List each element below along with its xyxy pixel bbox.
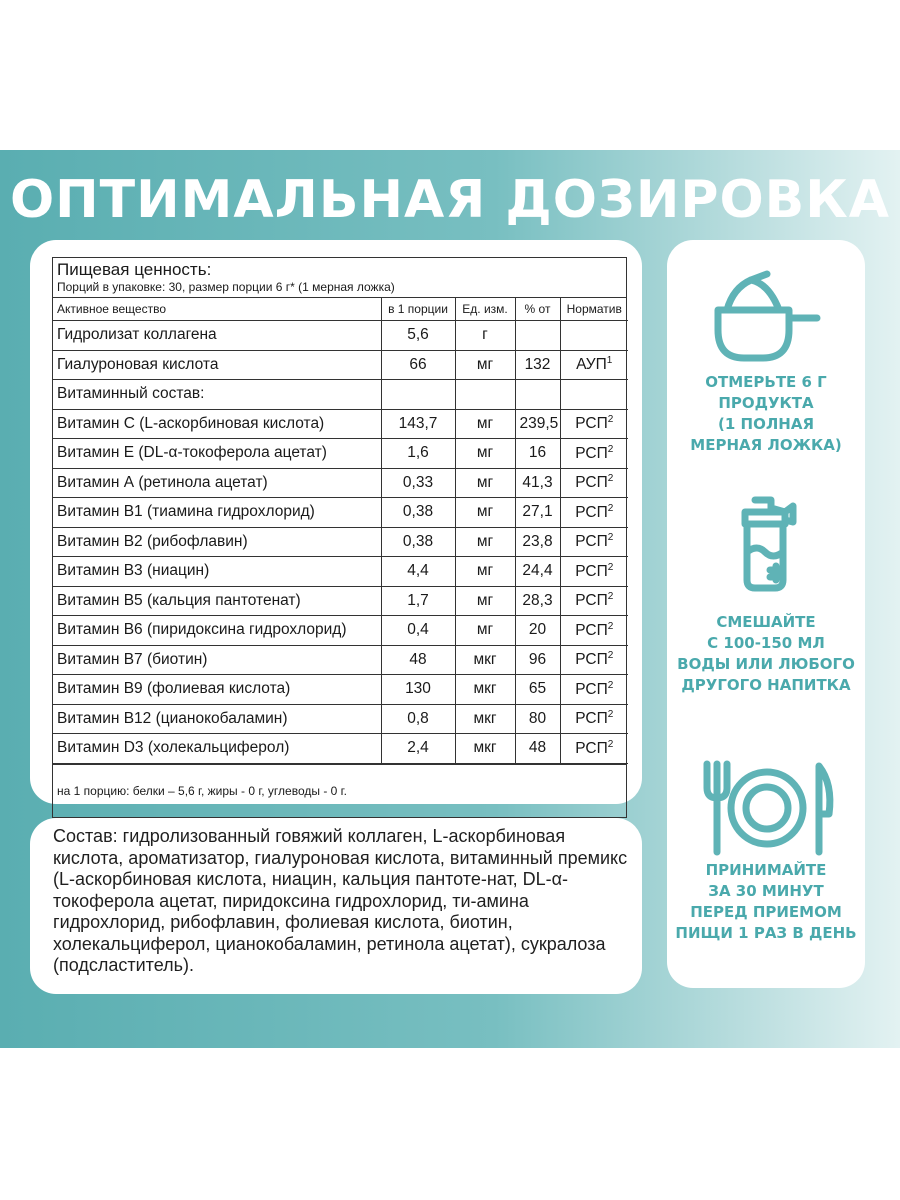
cell-unit-text: мкг bbox=[473, 680, 497, 698]
cell-amount-text: 5,6 bbox=[407, 326, 429, 344]
table-row bbox=[53, 468, 628, 498]
cell-norm bbox=[560, 734, 628, 764]
cell-substance-text: Витамин С (L-аскорбиновая кислота) bbox=[57, 414, 325, 432]
cell-unit-text: мг bbox=[476, 473, 494, 491]
cell-substance bbox=[53, 380, 381, 410]
cell-percent-text: 48 bbox=[528, 739, 547, 757]
cell-unit bbox=[455, 409, 515, 439]
cell-amount-text: 2,4 bbox=[407, 739, 429, 757]
step-line: ПРИНИМАЙТЕ bbox=[705, 861, 827, 879]
cell-amount bbox=[381, 734, 455, 764]
header-norm: Норматив bbox=[560, 298, 628, 321]
cell-substance-text: Витамин А (ретинола ацетат) bbox=[57, 473, 268, 491]
step-line: ПИЩИ 1 РАЗ В ДЕНЬ bbox=[675, 924, 857, 942]
cell-unit-text: мкг bbox=[473, 709, 497, 727]
cell-norm bbox=[560, 439, 628, 469]
cell-percent bbox=[515, 439, 560, 469]
cell-substance bbox=[53, 645, 381, 675]
cell-percent-text: 132 bbox=[524, 355, 551, 373]
cell-norm bbox=[560, 675, 628, 705]
cell-unit bbox=[455, 616, 515, 646]
step-line: (1 ПОЛНАЯ bbox=[718, 415, 814, 433]
cell-percent bbox=[515, 380, 560, 410]
cell-amount bbox=[381, 704, 455, 734]
cell-unit bbox=[455, 527, 515, 557]
cell-substance-text: Витамин В12 (цианокобаламин) bbox=[57, 709, 288, 727]
cell-unit-text: мг bbox=[476, 621, 494, 639]
norm-footnote-mark: 2 bbox=[607, 532, 614, 544]
cell-substance bbox=[53, 557, 381, 587]
shaker-bottle-icon bbox=[667, 494, 865, 594]
step-take-text bbox=[667, 860, 865, 944]
cell-unit bbox=[455, 586, 515, 616]
cell-norm-text: РСП bbox=[575, 474, 608, 492]
cell-norm-text: РСП bbox=[575, 592, 608, 610]
cell-norm-text: АУП bbox=[576, 356, 607, 374]
nutrition-subtitle: Порций в упаковке: 30, размер порции 6 г* (1 мерная ложка) bbox=[53, 280, 626, 298]
nutrition-grid bbox=[53, 298, 628, 764]
cell-unit-text: мкг bbox=[473, 650, 497, 668]
step-mix bbox=[667, 494, 865, 599]
cell-unit bbox=[455, 704, 515, 734]
header-amount: в 1 порции bbox=[381, 298, 455, 321]
norm-footnote-mark: 2 bbox=[607, 561, 614, 573]
cell-unit-text: мг bbox=[476, 503, 494, 521]
cell-amount bbox=[381, 586, 455, 616]
cell-percent-text: 96 bbox=[528, 650, 547, 668]
cell-percent bbox=[515, 557, 560, 587]
cell-amount-text: 0,38 bbox=[402, 532, 434, 550]
cell-substance-text: Гидролизат коллагена bbox=[57, 326, 217, 344]
cell-substance bbox=[53, 586, 381, 616]
cell-norm-text: РСП bbox=[575, 444, 608, 462]
cell-substance-text: Витамин В6 (пиридоксина гидрохлорид) bbox=[57, 621, 347, 639]
measuring-scoop-icon bbox=[667, 268, 865, 368]
cell-amount bbox=[381, 321, 455, 351]
cell-norm bbox=[560, 557, 628, 587]
norm-footnote-mark: 2 bbox=[607, 473, 614, 485]
step-line: МЕРНАЯ ЛОЖКА) bbox=[690, 436, 842, 454]
step-line: ПЕРЕД ПРИЕМОМ bbox=[690, 903, 842, 921]
cell-substance-text: Витаминный состав: bbox=[57, 385, 205, 403]
cell-substance bbox=[53, 321, 381, 351]
cell-unit-text: мг bbox=[476, 355, 494, 373]
norm-footnote-mark: 2 bbox=[607, 620, 614, 632]
step-measure bbox=[667, 268, 865, 373]
step-mix-text bbox=[667, 612, 865, 696]
cell-percent-text: 41,3 bbox=[522, 473, 553, 491]
cell-amount-text: 0,4 bbox=[407, 621, 429, 639]
step-line: ПРОДУКТА bbox=[718, 394, 814, 412]
table-row bbox=[53, 586, 628, 616]
cell-amount-text: 143,7 bbox=[398, 414, 438, 432]
cell-amount bbox=[381, 645, 455, 675]
table-row bbox=[53, 645, 628, 675]
cell-unit bbox=[455, 734, 515, 764]
table-row bbox=[53, 439, 628, 469]
cell-amount-text: 48 bbox=[409, 650, 427, 668]
cell-amount bbox=[381, 439, 455, 469]
table-row bbox=[53, 734, 628, 764]
cell-amount bbox=[381, 675, 455, 705]
cell-norm-text: РСП bbox=[575, 533, 608, 551]
cell-substance bbox=[53, 616, 381, 646]
cell-norm bbox=[560, 704, 628, 734]
cell-norm bbox=[560, 380, 628, 410]
cell-norm bbox=[560, 498, 628, 528]
cell-percent-text: 20 bbox=[528, 621, 547, 639]
nutrition-footer: на 1 порцию: белки – 5,6 г, жиры - 0 г, углеводы - 0 г. bbox=[53, 764, 626, 817]
cell-substance-text: Витамин В5 (кальция пантотенат) bbox=[57, 591, 301, 609]
cell-amount bbox=[381, 616, 455, 646]
cell-percent bbox=[515, 498, 560, 528]
cell-substance-text: Витамин В2 (рибофлавин) bbox=[57, 532, 248, 550]
table-row bbox=[53, 616, 628, 646]
cell-unit bbox=[455, 439, 515, 469]
cell-percent-text: 239,5 bbox=[519, 414, 559, 432]
cell-substance bbox=[53, 734, 381, 764]
table-row bbox=[53, 527, 628, 557]
norm-footnote-mark: 2 bbox=[607, 414, 614, 426]
table-row bbox=[53, 350, 628, 380]
cell-unit bbox=[455, 645, 515, 675]
cell-substance bbox=[53, 675, 381, 705]
step-line: ДРУГОГО НАПИТКА bbox=[681, 676, 851, 694]
cell-unit bbox=[455, 498, 515, 528]
header-unit: Ед. изм. bbox=[455, 298, 515, 321]
step-line: ЗА 30 МИНУТ bbox=[708, 882, 824, 900]
cell-norm bbox=[560, 468, 628, 498]
cell-amount bbox=[381, 557, 455, 587]
cell-substance-text: Витамин В9 (фолиевая кислота) bbox=[57, 680, 291, 698]
cell-unit bbox=[455, 321, 515, 351]
table-row bbox=[53, 321, 628, 351]
norm-footnote-mark: 2 bbox=[607, 650, 614, 662]
table-row bbox=[53, 557, 628, 587]
cell-unit-text: мг bbox=[476, 444, 494, 462]
cell-percent-text: 24,4 bbox=[522, 562, 553, 580]
table-row bbox=[53, 498, 628, 528]
norm-footnote-mark: 2 bbox=[607, 738, 614, 750]
cell-unit-text: г bbox=[482, 326, 488, 344]
nutrition-table bbox=[52, 257, 627, 818]
cell-norm-text: РСП bbox=[575, 415, 608, 433]
cell-amount-text: 130 bbox=[405, 680, 431, 698]
headline: ОПТИМАЛЬНАЯ ДОЗИРОВКА bbox=[9, 170, 891, 230]
cell-percent bbox=[515, 704, 560, 734]
cell-percent bbox=[515, 734, 560, 764]
cell-substance bbox=[53, 527, 381, 557]
cell-substance bbox=[53, 468, 381, 498]
cell-amount bbox=[381, 350, 455, 380]
cell-percent-text: 16 bbox=[528, 444, 547, 462]
norm-footnote-mark: 2 bbox=[607, 502, 614, 514]
step-line: СМЕШАЙТЕ bbox=[716, 613, 816, 631]
cell-amount-text: 4,4 bbox=[407, 562, 429, 580]
cell-amount-text: 66 bbox=[409, 355, 427, 373]
cell-percent-text: 65 bbox=[528, 680, 547, 698]
cell-substance-text: Гиалуроновая кислота bbox=[57, 355, 219, 373]
cell-norm bbox=[560, 409, 628, 439]
cell-norm bbox=[560, 321, 628, 351]
cell-substance-text: Витамин В3 (ниацин) bbox=[57, 562, 210, 580]
cell-amount-text: 0,38 bbox=[402, 503, 434, 521]
step-line: ОТМЕРЬТЕ 6 Г bbox=[705, 373, 827, 391]
cell-norm-text: РСП bbox=[575, 739, 608, 757]
step-measure-text bbox=[667, 372, 865, 456]
cell-substance bbox=[53, 704, 381, 734]
table-row bbox=[53, 704, 628, 734]
cell-unit-text: мкг bbox=[473, 739, 497, 757]
cell-unit bbox=[455, 675, 515, 705]
cell-norm-text: РСП bbox=[575, 503, 608, 521]
cell-unit-text: мг bbox=[476, 414, 494, 432]
header-substance: Активное вещество bbox=[53, 298, 381, 321]
cell-amount bbox=[381, 468, 455, 498]
cell-substance bbox=[53, 439, 381, 469]
cell-norm-text: РСП bbox=[575, 621, 608, 639]
cell-percent bbox=[515, 350, 560, 380]
cell-unit-text: мг bbox=[476, 591, 494, 609]
cell-amount-text: 1,7 bbox=[407, 591, 429, 609]
table-header-row bbox=[53, 298, 628, 321]
cell-percent bbox=[515, 468, 560, 498]
norm-footnote-mark: 2 bbox=[607, 709, 614, 721]
cell-percent-text: 80 bbox=[528, 709, 547, 727]
table-row bbox=[53, 409, 628, 439]
cell-amount bbox=[381, 498, 455, 528]
cell-percent bbox=[515, 586, 560, 616]
cell-norm bbox=[560, 527, 628, 557]
composition-text: Состав: гидролизованный говяжий коллаген, L-аскорбиновая кислота, ароматизатор, гиалуроновая кислота, витаминный премикс (L-аскорбиновая кислота, ниацин, кальция пантоте-нат, DL-α-токоферола ацетат, пиридоксина гидрохлорид, ти-амина гидрохлорид, рибофлавин, фолиевая кислота, биотин, холекальциферол, цианокобаламин, ретинола ацетат), сукралоза (подсластитель). bbox=[53, 826, 628, 975]
norm-footnote-mark: 2 bbox=[607, 591, 614, 603]
cell-amount-text: 1,6 bbox=[407, 444, 429, 462]
cell-norm-text: РСП bbox=[575, 562, 608, 580]
cell-amount-text: 0,8 bbox=[407, 709, 429, 727]
cell-percent bbox=[515, 616, 560, 646]
cell-percent bbox=[515, 645, 560, 675]
cell-norm bbox=[560, 616, 628, 646]
cell-substance-text: Витамин В1 (тиамина гидрохлорид) bbox=[57, 503, 315, 521]
cell-norm bbox=[560, 586, 628, 616]
cell-norm-text: РСП bbox=[575, 710, 608, 728]
cell-percent-text: 27,1 bbox=[522, 503, 553, 521]
cell-percent bbox=[515, 409, 560, 439]
step-line: С 100-150 МЛ bbox=[707, 634, 825, 652]
cell-substance bbox=[53, 350, 381, 380]
nutrition-title: Пищевая ценность: bbox=[57, 260, 212, 279]
cell-substance bbox=[53, 409, 381, 439]
norm-footnote-mark: 1 bbox=[606, 355, 613, 367]
table-row bbox=[53, 675, 628, 705]
step-take bbox=[667, 758, 865, 863]
cell-amount-text: 0,33 bbox=[402, 473, 434, 491]
cell-amount bbox=[381, 380, 455, 410]
norm-footnote-mark: 2 bbox=[607, 443, 614, 455]
table-row bbox=[53, 380, 628, 410]
cell-unit bbox=[455, 468, 515, 498]
cell-percent bbox=[515, 527, 560, 557]
cell-unit-text: мг bbox=[476, 532, 494, 550]
cell-percent bbox=[515, 321, 560, 351]
cell-norm bbox=[560, 645, 628, 675]
norm-footnote-mark: 2 bbox=[607, 679, 614, 691]
cell-norm bbox=[560, 350, 628, 380]
cell-amount bbox=[381, 527, 455, 557]
cell-substance-text: Витамин В7 (биотин) bbox=[57, 650, 208, 668]
cell-norm-text: РСП bbox=[575, 651, 608, 669]
cell-norm-text: РСП bbox=[575, 680, 608, 698]
cell-unit bbox=[455, 557, 515, 587]
cell-unit bbox=[455, 380, 515, 410]
cell-unit bbox=[455, 350, 515, 380]
header-percent: % от bbox=[515, 298, 560, 321]
cell-amount bbox=[381, 409, 455, 439]
plate-fork-knife-icon bbox=[667, 758, 865, 858]
cell-substance-text: Витамин D3 (холекальциферол) bbox=[57, 739, 290, 757]
cell-percent-text: 28,3 bbox=[522, 591, 553, 609]
cell-percent bbox=[515, 675, 560, 705]
cell-percent-text: 23,8 bbox=[522, 532, 553, 550]
cell-substance bbox=[53, 498, 381, 528]
step-line: ВОДЫ ИЛИ ЛЮБОГО bbox=[677, 655, 855, 673]
cell-substance-text: Витамин Е (DL-α-токоферола ацетат) bbox=[57, 444, 327, 462]
cell-unit-text: мг bbox=[476, 562, 494, 580]
